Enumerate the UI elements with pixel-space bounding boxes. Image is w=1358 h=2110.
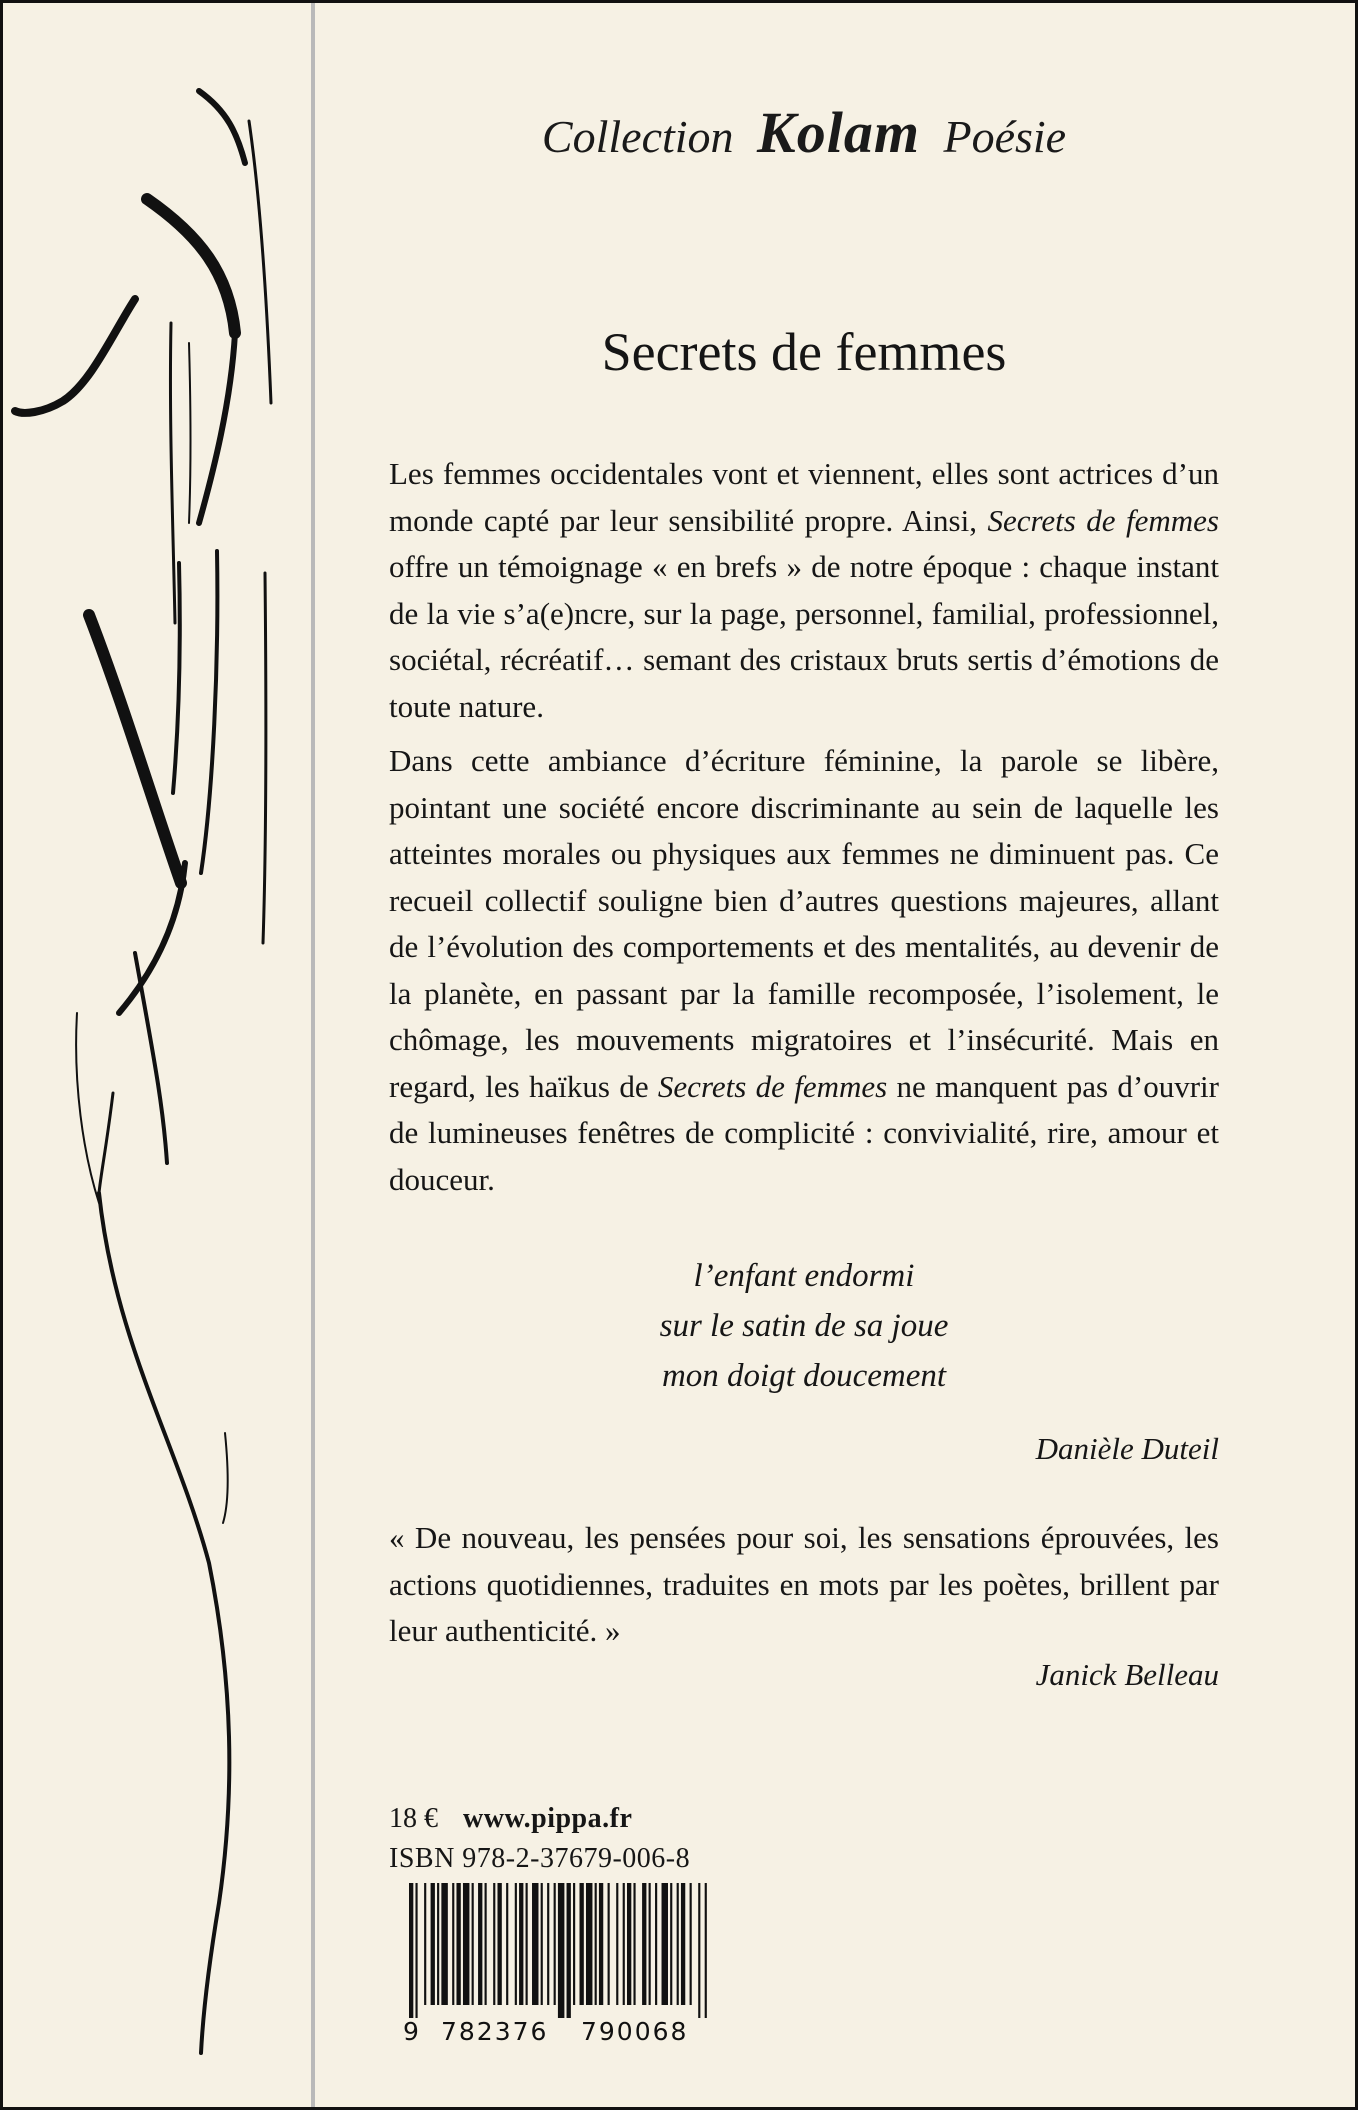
blurb-paragraph-2 [389, 738, 1219, 1203]
blurb-2-text-b: ne manquent pas d’ouvrir de lumineuses fenêtres de complicité : convivialité, rire, amour et douceur. [389, 1068, 1219, 1197]
haiku-excerpt [389, 1251, 1219, 1401]
collection-suffix: Poésie [943, 111, 1067, 162]
blurb-paragraph-1 [389, 451, 1219, 730]
book-title: Secrets de femmes [601, 322, 1007, 382]
collection-header [389, 99, 1219, 166]
collection-prefix: Collection [541, 111, 734, 162]
barcode-left-group: 782376 [441, 2017, 549, 2046]
haiku-line: sur le satin de sa joue [659, 1308, 949, 1344]
price: 18 € [389, 1803, 438, 1834]
haiku-line: l’enfant endormi [693, 1258, 915, 1294]
quote-author: Janick Belleau [1035, 1657, 1219, 1692]
blurb-1-book-title: Secrets de femmes [987, 502, 1219, 538]
haiku-author: Danièle Duteil [1035, 1431, 1219, 1466]
spine-divider-line [311, 3, 315, 2107]
brush-stroke-silhouette-illustration [3, 3, 333, 2107]
blurb-2-text-a: Dans cette ambiance d’écriture féminine, la parole se libère, pointant une société encore discriminante au sein de laquelle les atteintes morales ou physiques aux femmes ne diminuent pas. Ce recueil collectif souligne bien d’autres questions majeures, allant de l’évolution des comportements et des mentalités, au devenir de la planète, en passant par la famille recomposée, l’isolement, le chômage, les mouvements migratoires et l’insécurité. Mais en regard, les haïkus de [389, 743, 1219, 1104]
isbn-number: ISBN 978-2-37679-006-8 [389, 1843, 691, 1874]
barcode-right-group: 790068 [581, 2017, 689, 2046]
price-and-website [389, 1803, 632, 1835]
collection-brand-logo: Kolam [757, 100, 920, 165]
haiku-line: mon doigt doucement [661, 1358, 947, 1394]
blurb-1-text-b: offre un témoignage « en brefs » de notre époque : chaque instant de la vie s’a(e)ncre, sur la page, personnel, familial, professionnel, sociétal, récréatif… semant des cristaux bruts sertis d’émotions de toute nature. [389, 549, 1219, 724]
review-quote: « De nouveau, les pensées pour soi, les sensations éprouvées, les actions quotidiennes, traduites en mots par les poètes, brillent par leur authenticité. » [389, 1520, 1219, 1648]
barcode-first-digit: 9 [403, 2017, 419, 2046]
blurb-1-text-a: Les femmes occidentales vont et viennent, elles sont actrices d’un monde capté par leur sensibilité propre. Ainsi, [389, 456, 1219, 538]
ean13-barcode-icon [409, 1883, 709, 2018]
publisher-website-link[interactable]: www.pippa.fr [463, 1803, 633, 1834]
blurb-2-book-title: Secrets de femmes [657, 1068, 888, 1104]
